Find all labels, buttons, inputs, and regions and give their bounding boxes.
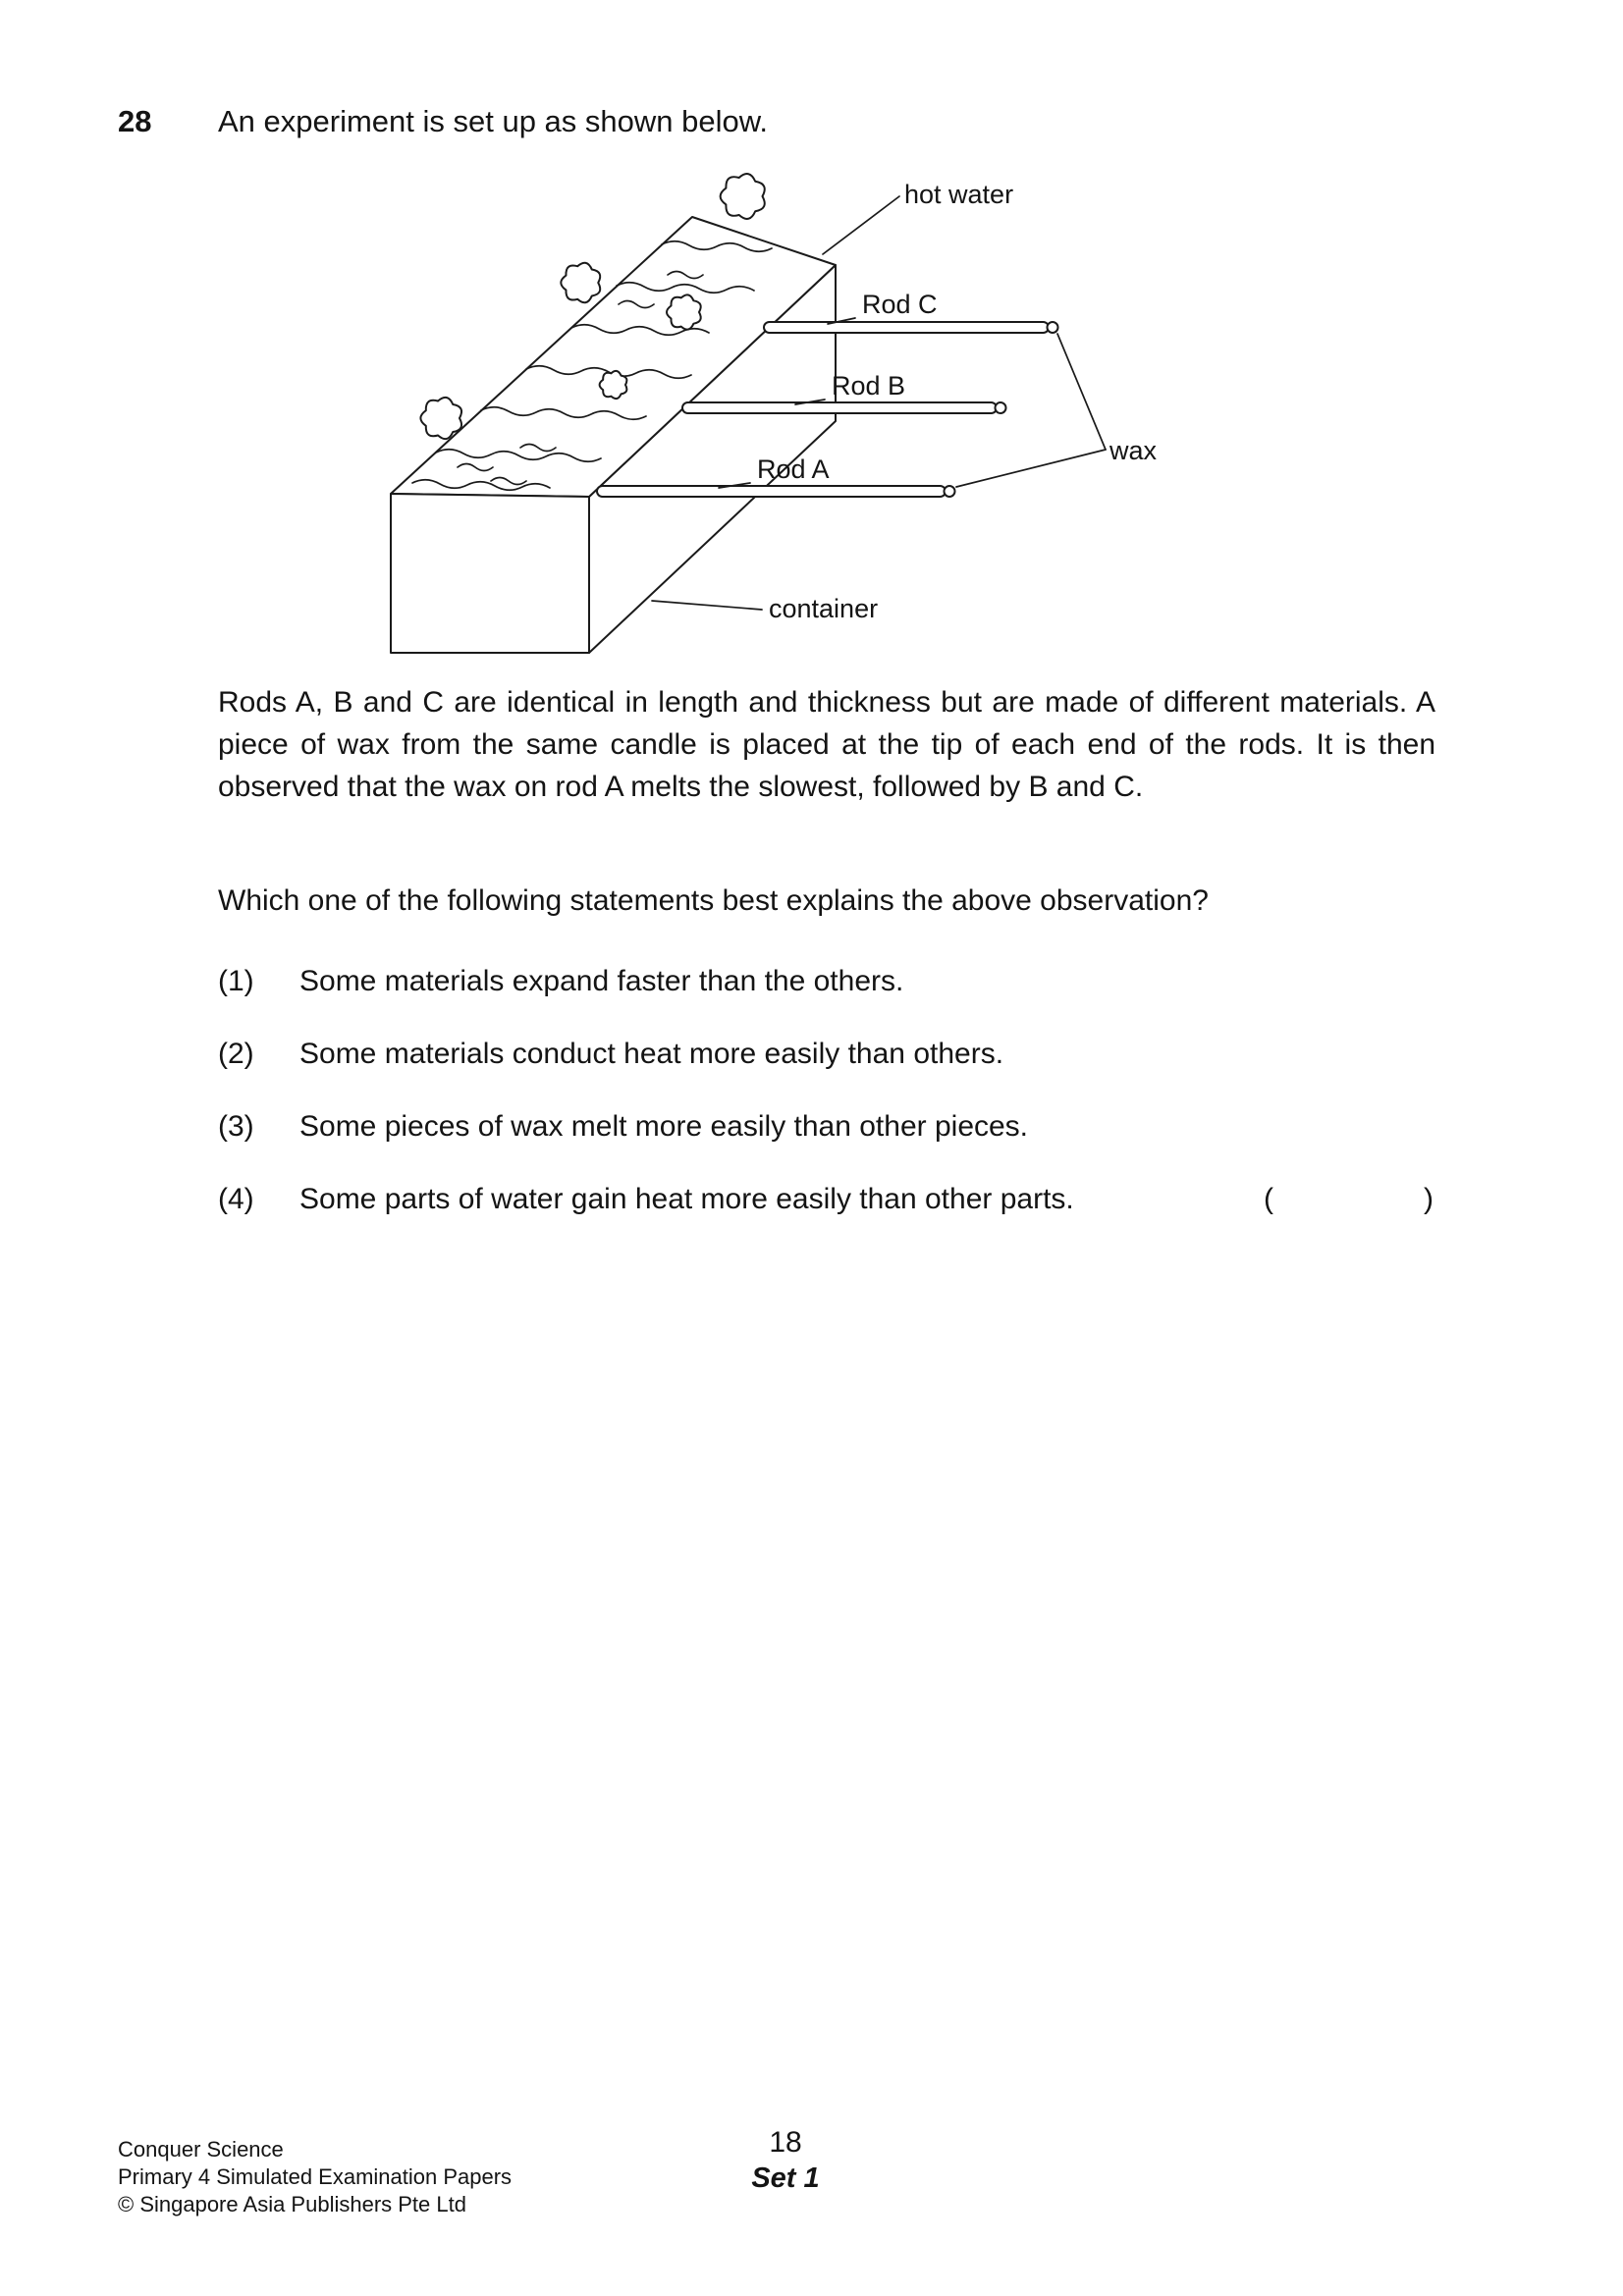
option-1-text: Some materials expand faster than the others. bbox=[299, 965, 904, 997]
option-3 bbox=[218, 1105, 1435, 1148]
option-2-text: Some materials conduct heat more easily than others. bbox=[299, 1038, 1004, 1070]
label-container: container bbox=[769, 594, 879, 623]
answer-bracket-close: ) bbox=[1424, 1183, 1434, 1215]
container-leader bbox=[652, 601, 762, 610]
option-2 bbox=[218, 1033, 1435, 1075]
question-prompt: Which one of the following statements best explains the above observation? bbox=[218, 884, 1209, 917]
page-number: 18 bbox=[769, 2126, 802, 2159]
rod-a bbox=[597, 486, 946, 497]
steam-cloud-icon bbox=[420, 398, 461, 439]
rod-b bbox=[682, 402, 997, 413]
answer-bracket-open: ( bbox=[1264, 1183, 1273, 1215]
label-wax: wax bbox=[1109, 436, 1158, 465]
option-4-text: Some parts of water gain heat more easily than other parts. bbox=[299, 1183, 1074, 1215]
footer-series: Conquer Science bbox=[118, 2137, 284, 2162]
steam-cloud-icon bbox=[721, 174, 765, 219]
hot-water-leader bbox=[823, 196, 899, 254]
wax-blob-rod-b bbox=[996, 402, 1006, 413]
footer-page-block bbox=[707, 2126, 864, 2195]
footer-publisher-block bbox=[118, 2136, 512, 2218]
container-box bbox=[391, 217, 836, 653]
footer-copyright: © Singapore Asia Publishers Pte Ltd bbox=[118, 2192, 466, 2216]
steam-cloud-icon bbox=[561, 263, 600, 303]
question-header bbox=[118, 104, 768, 139]
question-body: Rods A, B and C are identical in length and thickness but are made of different materials. A piece of wax from the same candle is placed at the tip of each end of the rods. It is then observed that the wax on rod A melts the slowest, followed by B and C. bbox=[218, 686, 1435, 803]
rod-c bbox=[764, 322, 1049, 333]
wax-leader-top bbox=[1057, 334, 1106, 450]
steam-cloud-icon bbox=[600, 371, 627, 399]
wax-leader-bottom bbox=[956, 450, 1106, 487]
diagram-drawing bbox=[373, 157, 1178, 677]
question-intro: An experiment is set up as shown below. bbox=[218, 104, 769, 138]
wax-blob-rod-c bbox=[1048, 322, 1058, 333]
label-rod-c: Rod C bbox=[862, 290, 938, 319]
label-rod-a: Rod A bbox=[757, 454, 830, 484]
option-3-number: (3) bbox=[218, 1110, 254, 1143]
option-1 bbox=[218, 960, 1435, 1002]
label-rod-b: Rod B bbox=[832, 371, 906, 400]
question-number: 28 bbox=[118, 104, 152, 138]
label-hot-water: hot water bbox=[904, 180, 1014, 209]
experiment-diagram bbox=[373, 157, 1178, 677]
option-1-number: (1) bbox=[218, 965, 254, 997]
option-4-number: (4) bbox=[218, 1183, 254, 1215]
answer-options bbox=[218, 960, 1435, 1251]
option-4 bbox=[218, 1178, 1435, 1220]
option-2-number: (2) bbox=[218, 1038, 254, 1070]
option-3-text: Some pieces of wax melt more easily than other pieces. bbox=[299, 1110, 1029, 1143]
set-label: Set 1 bbox=[751, 2163, 820, 2194]
footer-paper-title: Primary 4 Simulated Examination Papers bbox=[118, 2164, 513, 2189]
wax-blob-rod-a bbox=[945, 486, 955, 497]
